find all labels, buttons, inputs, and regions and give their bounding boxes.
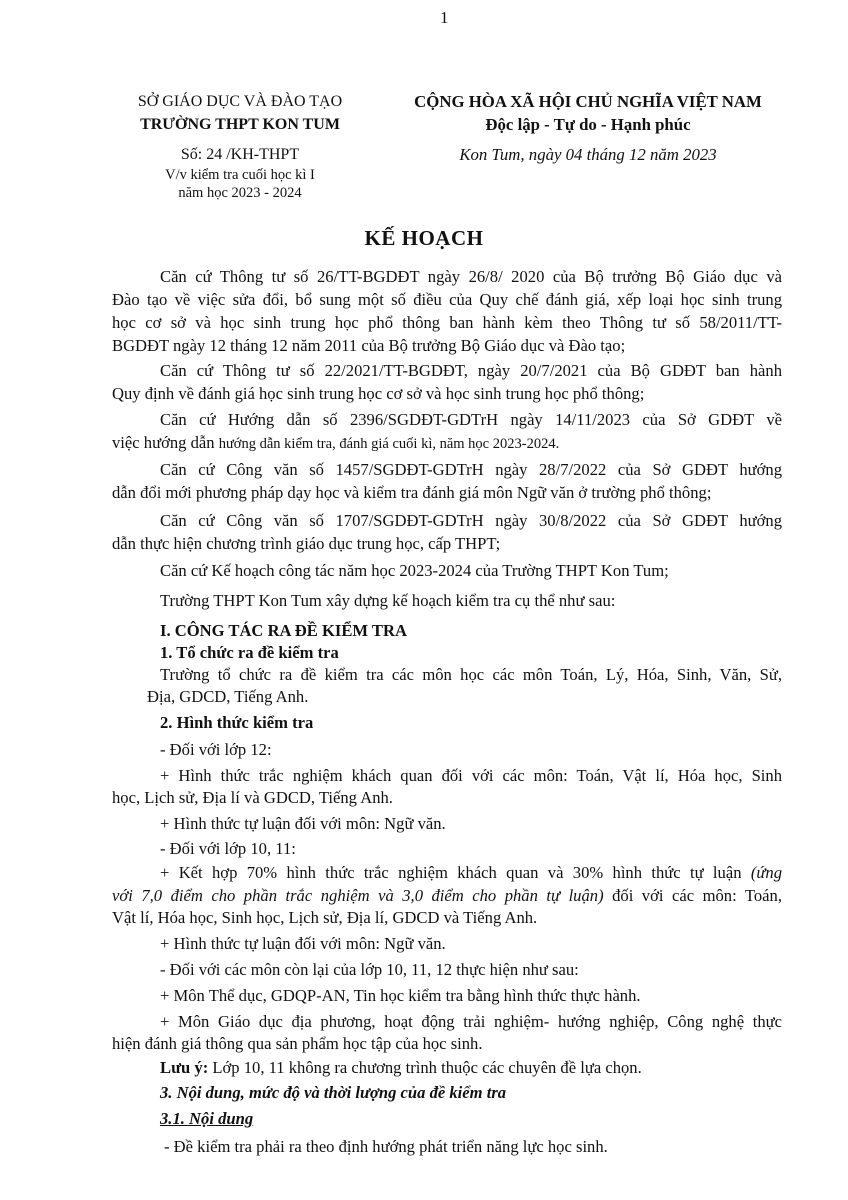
list-item-grade-10-11: - Đối với lớp 10, 11: — [160, 839, 296, 858]
note — [160, 1057, 642, 1079]
paragraph-plan-intro: Trường THPT Kon Tum xây dựng kế hoạch kiểm tra cụ thể như sau: — [160, 591, 616, 610]
document-subject: V/v kiểm tra cuối học kì I — [165, 167, 315, 183]
text-line: Vật lí, Hóa học, Sinh học, Lịch sử, Địa lí, GDCD và Tiếng Anh. — [112, 908, 538, 927]
text-line: học cơ sở và học sinh trung học phổ thông ban hành kèm theo Thông tư số 58/2011/TT- — [112, 313, 782, 332]
text-line: Quy định về đánh giá học sinh trung học cơ sở và học sinh trung học phổ thông; — [112, 384, 645, 403]
text-line: Căn cứ Công văn số 1457/SGDĐT-GDTrH ngày 28/7/2022 của Sở GDĐT hướng — [160, 460, 782, 479]
list-item-content-requirement: - Đề kiểm tra phải ra theo định hướng phát triển năng lực học sinh. — [164, 1137, 608, 1156]
text-run-italic: với 7,0 điểm cho phần trắc nghiệm và 3,0 điểm cho phần tự luận) — [112, 886, 604, 905]
text-line — [112, 885, 782, 907]
header-right — [388, 90, 788, 166]
text-line: học, Lịch sử, Địa lí và GDCD, Tiếng Anh. — [112, 788, 393, 807]
subheading-content-level-duration: 3. Nội dung, mức độ và thời lượng của đề kiểm tra — [160, 1083, 507, 1102]
header-left — [100, 90, 380, 202]
text-line: + Môn Giáo dục địa phương, hoạt động trải nghiệm- hướng nghiệp, Công nghệ thực — [160, 1012, 782, 1031]
text-line: BGDĐT ngày 12 tháng 12 năm 2011 của Bộ trưởng Bộ Giáo dục và Đào tạo; — [112, 336, 626, 355]
section-heading-1: I. CÔNG TÁC RA ĐỀ KIỂM TRA — [160, 621, 407, 640]
department-name: SỞ GIÁO DỤC VÀ ĐÀO TẠO — [137, 93, 343, 110]
subheading-organization: 1. Tổ chức ra đề kiểm tra — [160, 643, 339, 662]
document-title: KẾ HOẠCH — [364, 226, 484, 250]
list-item-grade-12: - Đối với lớp 12: — [160, 740, 272, 759]
document-number: Số: 24 /KH-THPT — [180, 146, 300, 163]
subheading-content: 3.1. Nội dung — [160, 1109, 254, 1128]
paragraph-legal-basis-6: Căn cứ Kế hoạch công tác năm học 2023-2024 của Trường THPT Kon Tum; — [160, 561, 669, 580]
document-subject-year: năm học 2023 - 2024 — [178, 185, 302, 201]
text-line: Trường tổ chức ra đề kiểm tra các môn học các môn Toán, Lý, Hóa, Sinh, Văn, Sử, — [160, 665, 782, 684]
note-text: Lớp 10, 11 không ra chương trình thuộc các chuyên đề lựa chọn. — [208, 1058, 642, 1077]
text-line: + Hình thức tự luận đối với môn: Ngữ văn. — [160, 934, 446, 953]
text-line: dẫn thực hiện chương trình giáo dục trung học, cấp THPT; — [112, 534, 501, 553]
text-run-small: hướng dẫn kiểm tra, đánh giá cuối kì, năm học 2023-2024. — [218, 436, 560, 452]
text-line — [112, 432, 559, 455]
text-line — [160, 862, 782, 884]
nation-name: CỘNG HÒA XÃ HỘI CHỦ NGHĨA VIỆT NAM — [414, 92, 762, 111]
subheading-format: 2. Hình thức kiểm tra — [160, 713, 314, 732]
national-motto: Độc lập - Tự do - Hạnh phúc — [485, 115, 691, 134]
text-run: việc hướng dẫn — [112, 433, 219, 452]
text-line: + Hình thức tự luận đối với môn: Ngữ văn. — [160, 814, 446, 833]
note-label: Lưu ý: — [160, 1058, 209, 1077]
text-line: Căn cứ Thông tư số 26/TT-BGDĐT ngày 26/8/ 2020 của Bộ trưởng Bộ Giáo dục và — [160, 267, 782, 286]
text-run: đối với các môn: Toán, — [603, 886, 782, 905]
list-item-other-subjects: - Đối với các môn còn lại của lớp 10, 11, 12 thực hiện như sau: — [160, 960, 579, 979]
text-line: Căn cứ Hướng dẫn số 2396/SGDĐT-GDTrH ngày 14/11/2023 của Sở GDĐT về — [160, 410, 782, 429]
page-number: 1 — [440, 8, 449, 27]
text-line: + Môn Thể dục, GDQP-AN, Tin học kiểm tra bằng hình thức thực hành. — [160, 986, 641, 1005]
text-run-italic: (ứng — [750, 863, 782, 882]
text-line: + Hình thức trắc nghiệm khách quan đối với các môn: Toán, Vật lí, Hóa học, Sinh — [160, 766, 782, 785]
text-line: Căn cứ Thông tư số 22/2021/TT-BGDĐT, ngày 20/7/2021 của Bộ GDĐT ban hành — [160, 361, 782, 380]
text-line: dẫn đổi mới phương pháp dạy học và kiểm tra đánh giá môn Ngữ văn ở trường phổ thông; — [112, 483, 712, 502]
place-and-date: Kon Tum, ngày 04 tháng 12 năm 2023 — [459, 145, 717, 164]
text-line: Căn cứ Công văn số 1707/SGDĐT-GDTrH ngày 30/8/2022 của Sở GDĐT hướng — [160, 511, 782, 530]
school-name: TRƯỜNG THPT KON TUM — [140, 116, 340, 133]
text-run: + Kết hợp 70% hình thức trắc nghiệm khách quan và 30% hình thức tự luận — [160, 863, 751, 882]
text-line: Địa, GDCD, Tiếng Anh. — [147, 687, 309, 706]
text-line: hiện đánh giá thông qua sản phẩm học tập của học sinh. — [112, 1034, 483, 1053]
text-line: Đào tạo về việc sửa đổi, bổ sung một số điều của Quy chế đánh giá, xếp loại học sinh trung — [112, 290, 782, 309]
